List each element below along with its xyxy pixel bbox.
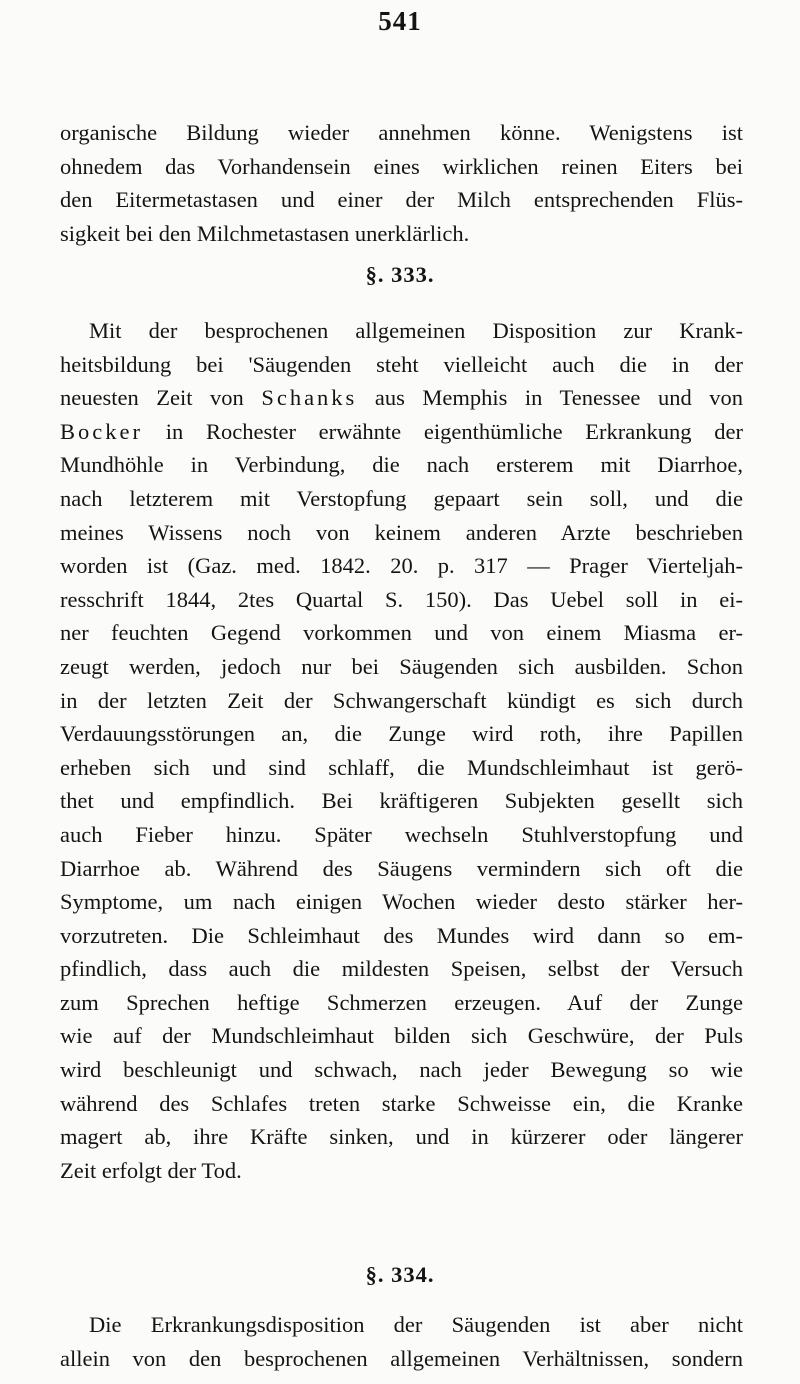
text-line: in der letzten Zeit der Schwangerschaft kündigt es sich durch <box>60 687 743 713</box>
text-line: resschrift 1844, 2tes Quartal S. 150). Das Uebel soll in ei- <box>60 586 743 612</box>
text-line: organische Bildung wieder annehmen könne. Wenigstens ist <box>60 120 743 145</box>
text-line: ner feuchten Gegend vorkommen und von einem Miasma er- <box>60 620 743 646</box>
text-fragment: aus Memphis in Tenessee und von <box>357 385 743 411</box>
text-line: zum Sprechen heftige Schmerzen erzeugen. Auf der Zunge <box>60 989 743 1015</box>
text-line: sigkeit bei den Milchmetastasen unerklärlich. <box>60 220 470 246</box>
paragraph-continued <box>60 116 743 250</box>
text-line: Die Erkrankungsdisposition der Säugenden ist aber nicht <box>89 1312 743 1337</box>
text-line: pfindlich, dass auch die mildesten Speisen, selbst der Versuch <box>60 956 743 982</box>
section-heading-334: §. 334. <box>365 1262 435 1287</box>
author-name-bocker: Bocker <box>60 418 143 444</box>
text-line: Symptome, um nach einigen Wochen wieder desto stärker her- <box>60 889 743 915</box>
text-line: zeugt werden, jedoch nur bei Säugenden sich ausbilden. Schon <box>60 653 743 679</box>
text-line: Verdauungsstörungen an, die Zunge wird roth, ihre Papillen <box>60 721 743 747</box>
section-heading-333: §. 333. <box>365 262 435 287</box>
page-number: 541 <box>378 6 422 36</box>
paragraph-section-334 <box>60 1308 743 1375</box>
text-line: allein von den besprochenen allgemeinen Verhältnissen, sondern <box>60 1345 743 1371</box>
text-line: wie auf der Mundschleimhaut bilden sich Geschwüre, der Puls <box>60 1023 743 1049</box>
paragraph-section-333 <box>60 314 743 1187</box>
text-line: vorzutreten. Die Schleimhaut des Mundes wird dann so em- <box>60 922 743 948</box>
text-line: Diarrhoe ab. Während des Säugens vermindern sich oft die <box>60 855 743 881</box>
text-line: auch Fieber hinzu. Später wechseln Stuhlverstopfung und <box>60 821 743 847</box>
text-line <box>60 415 743 449</box>
text-line: nach letzterem mit Verstopfung gepaart sein soll, und die <box>60 485 743 511</box>
text-line: Zeit erfolgt der Tod. <box>60 1157 242 1183</box>
text-line: wird beschleunigt und schwach, nach jeder Bewegung so wie <box>60 1057 743 1083</box>
text-line: Mit der besprochenen allgemeinen Disposition zur Krank- <box>89 318 743 343</box>
author-name-schanks: Schanks <box>261 385 358 411</box>
text-line: ohnedem das Vorhandensein eines wirklichen reinen Eiters bei <box>60 153 743 179</box>
text-line: heitsbildung bei 'Säugenden steht vielleicht auch die in der <box>60 351 743 377</box>
text-line: Mundhöhle in Verbindung, die nach ersterem mit Diarrhoe, <box>60 452 743 478</box>
text-line: während des Schlafes treten starke Schweisse ein, die Kranke <box>60 1090 743 1116</box>
text-fragment: in Rochester erwähnte eigenthümliche Erkrankung der <box>142 418 743 444</box>
text-line: meines Wissens noch von keinem anderen Arzte beschrieben <box>60 519 743 545</box>
text-line <box>60 381 743 415</box>
text-line: den Eitermetastasen und einer der Milch entsprechenden Flüs- <box>60 187 743 213</box>
text-fragment: neuesten Zeit von <box>60 385 262 411</box>
text-line: thet und empfindlich. Bei kräftigeren Subjekten gesellt sich <box>60 788 743 814</box>
text-line: worden ist (Gaz. med. 1842. 20. p. 317 — Prager Vierteljah- <box>60 553 743 579</box>
text-line: magert ab, ihre Kräfte sinken, und in kürzerer oder längerer <box>60 1124 743 1150</box>
text-line: erheben sich und sind schlaff, die Mundschleimhaut ist gerö- <box>60 754 743 780</box>
